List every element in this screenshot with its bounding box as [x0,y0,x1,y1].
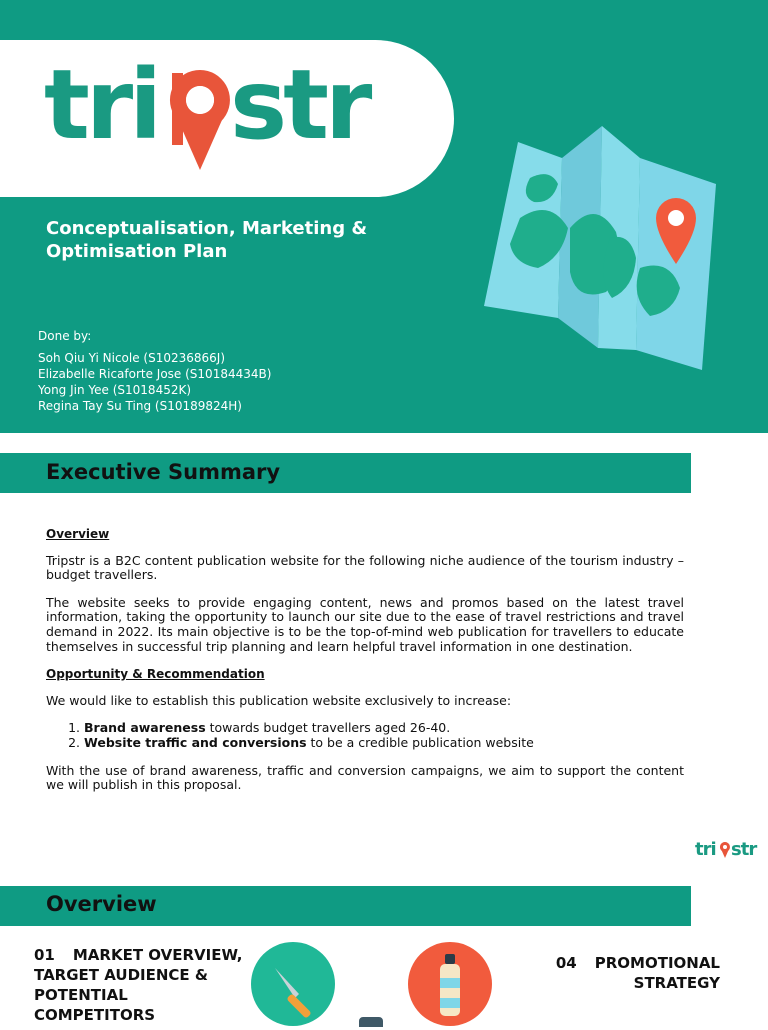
overview-item-01 [34,945,254,1025]
author-item: Soh Qiu Yi Nicole (S10236866J) [38,351,226,365]
paragraph: Tripstr is a B2C content publication website for the following niche audience of the tourism industry – budget travellers. [46,552,684,583]
list-item [84,736,684,751]
author-item: Regina Tay Su Ting (S10189824H) [38,399,242,413]
paragraph: With the use of brand awareness, traffic and conversion campaigns, we aim to support the content we will publish in this proposal. [46,762,684,793]
cover-section [0,0,768,433]
decorative-tab [359,1017,383,1027]
paragraph: We would like to establish this publication website exclusively to increase: [46,692,512,708]
svg-text:str: str [731,839,757,860]
author-item: Yong Jin Yee (S1018452K) [38,383,192,397]
overview-header [0,886,691,926]
bottle-circle [408,942,492,1026]
item-number: 04 [555,954,577,972]
item-text: PROMOTIONAL STRATEGY [594,954,720,992]
section-title: Executive Summary [46,460,281,484]
list-item-text: to be a credible publication website [306,734,534,750]
svg-text:tri: tri [44,49,159,161]
list-item-bold: Website traffic and conversions [84,734,307,750]
overview-heading: Overview [46,527,110,541]
done-by-label: Done by: [38,329,92,343]
authors-block [38,328,271,414]
list-item-text: towards budget travellers aged 26-40. [205,720,451,736]
list-item-bold: Brand awareness [84,720,206,736]
paragraph: The website seeks to provide engaging content, news and promos based on the latest travel information, taking the opportunity to launch our site due to the ease of travel restrictions and travel demand in 2022. Its main objective is to be the top-of-mind web publication for travellers to educate themselves in successful trip planning and learn helpful travel information in one destination. [46,594,684,654]
tripstr-logo [40,40,410,180]
list-item [84,721,684,736]
overview-item-04 [540,953,720,993]
item-number: 01 [34,946,55,964]
water-bottle-icon [408,942,492,1026]
section-title: Overview [46,892,157,916]
folded-map-icon [470,118,730,378]
pocket-knife-icon [251,942,335,1026]
objectives-list [46,721,684,750]
executive-summary-body [46,527,684,793]
opportunity-heading: Opportunity & Recommendation [46,667,265,682]
executive-summary-header [0,453,691,493]
knife-circle [251,942,335,1026]
location-pin-icon [170,70,230,170]
tripstr-small-logo [695,836,761,862]
svg-text:tri: tri [695,839,716,860]
item-text: MARKET OVERVIEW, TARGET AUDIENCE & POTENTIAL COMPETITORS [34,946,243,1024]
svg-text:str: str [230,49,369,161]
author-item: Elizabelle Ricaforte Jose (S10184434B) [38,367,272,381]
cover-title: Conceptualisation, Marketing & Optimisation Plan [46,218,368,262]
